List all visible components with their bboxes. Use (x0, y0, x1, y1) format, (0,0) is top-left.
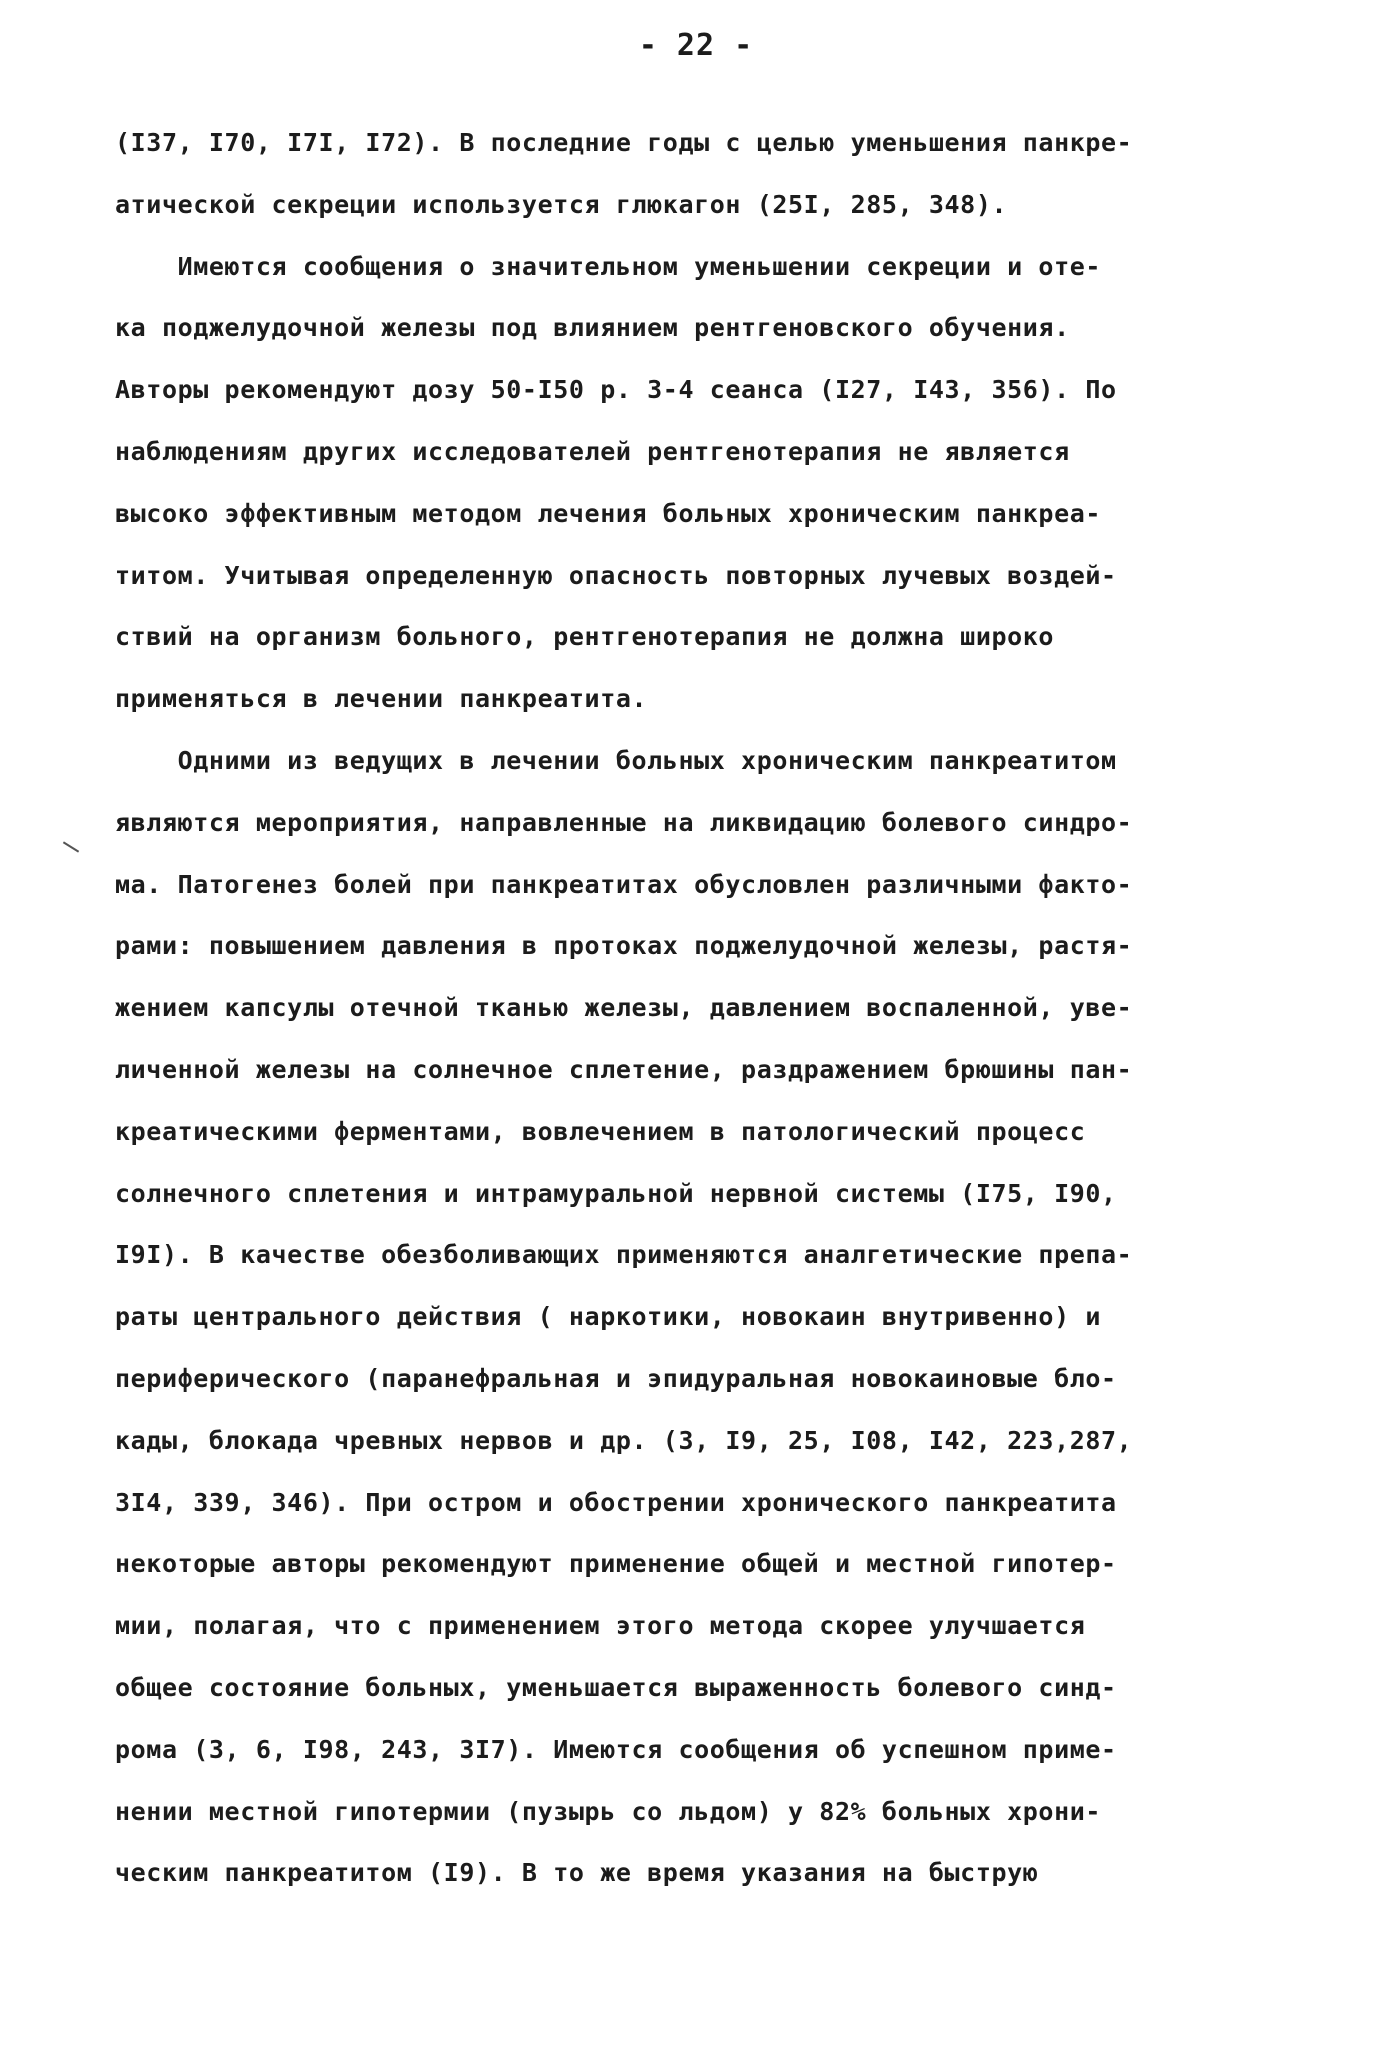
text-line: личенной железы на солнечное сплетение, раздражением брюшины пан- (115, 1054, 1133, 1084)
text-line: наблюдениям других исследователей рентгенотерапия не является (115, 436, 1070, 466)
text-line: мии, полагая, что с применением этого метода скорее улучшается (115, 1611, 1086, 1641)
body-text (115, 112, 1325, 1904)
text-line: солнечного сплетения и интрамуральной нервной системы (I75, I90, (115, 1178, 1117, 1208)
text-line: I9I). В качестве обезболивающих применяются аналгетические препа- (115, 1240, 1133, 1270)
text-line: (I37, I70, I7I, I72). В последние годы с целью уменьшения панкре- (115, 128, 1133, 157)
text-line: некоторые авторы рекомендуют применение общей и местной гипотер- (115, 1549, 1117, 1579)
text-line: рома (3, 6, I98, 243, 3I7). Имеются сообщения об успешном приме- (115, 1734, 1117, 1764)
text-line: титом. Учитывая определенную опасность повторных лучевых воздей- (115, 560, 1117, 590)
text-line: Авторы рекомендуют дозу 50-I50 р. 3-4 сеанса (I27, I43, 356). По (115, 375, 1117, 405)
text-line: общее состояние больных, уменьшается выраженность болевого синд- (115, 1672, 1117, 1702)
text-line: являются мероприятия, направленные на ликвидацию болевого синдро- (115, 807, 1133, 837)
text-line: жением капсулы отечной тканью железы, давлением воспаленной, уве- (115, 993, 1133, 1023)
margin-mark (63, 841, 79, 852)
text-line: кады, блокада чревных нервов и др. (3, I9, 25, I08, I42, 223,287, (115, 1425, 1133, 1455)
text-line: атической секреции используется глюкагон (25I, 285, 348). (115, 189, 1008, 219)
text-line: креатическими ферментами, вовлечением в патологический процесс (115, 1116, 1086, 1146)
text-line: раты центрального действия ( наркотики, новокаин внутривенно) и (115, 1302, 1102, 1332)
text-line: периферического (паранефральная и эпидуральная новокаиновые бло- (115, 1363, 1117, 1393)
text-line: Одними из ведущих в лечении больных хроническим панкреатитом (115, 745, 1117, 775)
text-line: рами: повышением давления в протоках поджелудочной железы, растя- (115, 931, 1133, 961)
text-line: применяться в лечении панкреатита. (115, 684, 648, 714)
text-line: нении местной гипотермии (пузырь со льдом) у 82% больных хрони- (115, 1796, 1102, 1826)
text-line: высоко эффективным методом лечения больных хроническим панкреа- (115, 498, 1102, 528)
text-line: ма. Патогенез болей при панкреатитах обусловлен различными факто- (115, 869, 1133, 899)
text-line: ческим панкреатитом (I9). В то же время указания на быструю (115, 1858, 1039, 1888)
page-number: - 22 - (638, 28, 754, 63)
text-line: 3I4, 339, 346). При остром и обострении хронического панкреатита (115, 1487, 1117, 1517)
text-line: Имеются сообщения о значительном уменьшении секреции и оте- (115, 251, 1102, 281)
text-line: ка поджелудочной железы под влиянием рентгеновского обучения. (115, 313, 1070, 343)
text-line: ствий на организм больного, рентгенотерапия не должна широко (115, 622, 1055, 652)
